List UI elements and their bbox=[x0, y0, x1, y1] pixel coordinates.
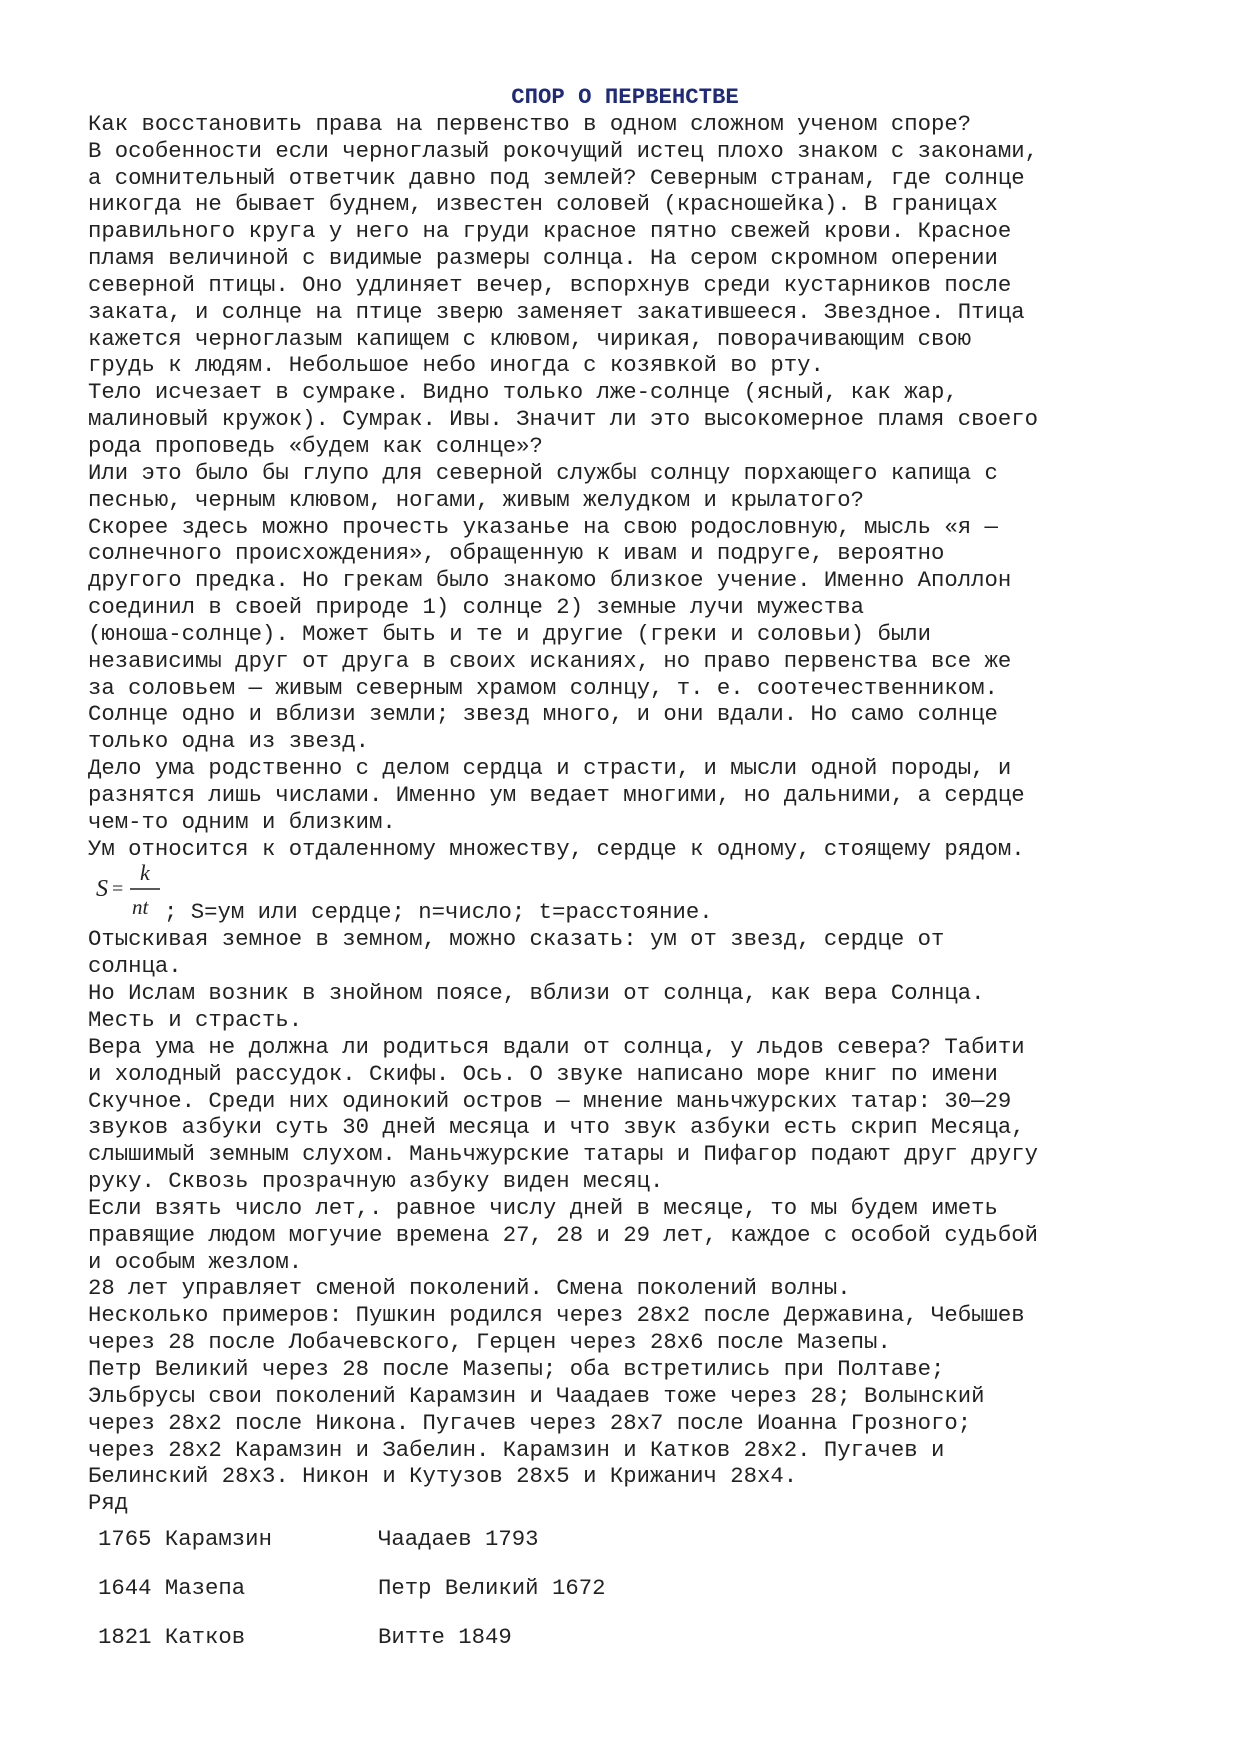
formula-image bbox=[92, 862, 162, 926]
text-line: руку. Сквозь прозрачную азбуку виден месяц. bbox=[88, 1168, 664, 1195]
text-line: Тело исчезает в сумраке. Видно только лже-солнце (ясный, как жар, bbox=[88, 379, 958, 406]
text-line: только одна из звезд. bbox=[88, 728, 369, 755]
text-line: солнечного происхождения», обращенную к ивам и подруге, вероятно bbox=[88, 540, 945, 567]
text-line: чем-то одним и близким. bbox=[88, 808, 396, 835]
text-line: Или это было бы глупо для северной службы солнцу порхающего капища с bbox=[88, 459, 998, 486]
row-left-cell: 1765 Карамзин bbox=[98, 1526, 272, 1553]
text-line: Месть и страсть. bbox=[88, 1007, 303, 1033]
document-title: СПОР О ПЕРВЕНСТВЕ bbox=[511, 84, 739, 110]
text-line: Как восстановить права на первенство в одном сложном ученом споре? bbox=[88, 110, 972, 137]
text-block-before-formula bbox=[88, 111, 1168, 863]
text-line: Но Ислам возник в знойном поясе, вблизи от солнца, как вера Солнца. bbox=[88, 980, 985, 1007]
row-left-cell: 1644 Мазепа bbox=[98, 1575, 246, 1602]
text-line: Вера ума не должна ли родиться вдали от солнца, у льдов севера? Табити bbox=[88, 1033, 1025, 1060]
text-line: солнца. bbox=[88, 953, 182, 980]
text-line: правильного круга у него на груди красное пятно свежей крови. Красное bbox=[88, 218, 1012, 245]
text-line: Отыскивая земное в земном, можно сказать: ум от звезд, сердце от bbox=[88, 926, 945, 953]
text-line: 28 лет управляет сменой поколений. Смена поколений волны. bbox=[88, 1275, 851, 1302]
text-block-after-formula bbox=[88, 926, 1168, 1517]
text-line: Белинский 28x3. Никон и Кутузов 28x5 и Крижанич 28x4. bbox=[88, 1463, 798, 1490]
row-right-cell: Чаадаев 1793 bbox=[378, 1526, 539, 1553]
text-line: Скорее здесь можно прочесть указанье на свою родословную, мысль «я — bbox=[88, 513, 998, 540]
text-line: песнью, черным клювом, ногами, живым желудком и крылатого? bbox=[88, 486, 865, 513]
text-line: через 28x2 после Никона. Пугачев через 28x7 после Иоанна Грозного; bbox=[88, 1409, 972, 1436]
text-line: заката, и солнце на птице зверю заменяет закатившееся. Звездное. Птица bbox=[88, 298, 1025, 325]
text-line: Ум относится к отдаленному множеству, сердце к одному, стоящему рядом. bbox=[88, 835, 1025, 862]
formula-denominator: nt bbox=[132, 895, 149, 920]
table-row bbox=[98, 1624, 1168, 1673]
text-line: соединил в своей природе 1) солнце 2) земные лучи мужества bbox=[88, 594, 865, 621]
text-line: правящие людом могучие времена 27, 28 и 29 лет, каждое с особой судьбой bbox=[88, 1221, 1039, 1248]
table-row bbox=[98, 1526, 1168, 1575]
document-page bbox=[88, 84, 1168, 1673]
pairs-table bbox=[88, 1526, 1168, 1673]
text-line: рода проповедь «будем как солнце»? bbox=[88, 432, 543, 459]
text-line: за соловьем — живым северным храмом солнцу, т. е. соотечественником. bbox=[88, 674, 998, 701]
text-line: никогда не бывает буднем, известен соловей (красношейка). В границах bbox=[88, 191, 998, 218]
row-left-cell: 1821 Катков bbox=[98, 1624, 246, 1651]
formula-equals: = bbox=[112, 878, 124, 901]
text-line: звуков азбуки суть 30 дней месяца и что звук азбуки есть скрип Месяца, bbox=[88, 1114, 1025, 1141]
text-line: Солнце одно и вблизи земли; звезд много, и они вдали. Но само солнце bbox=[88, 701, 998, 728]
text-line: малиновый кружок). Сумрак. Ивы. Значит ли это высокомерное пламя своего bbox=[88, 406, 1039, 433]
text-line: другого предка. Но грекам было знакомо близкое учение. Именно Аполлон bbox=[88, 567, 1012, 594]
text-line: разнятся лишь числами. Именно ум ведает многими, но дальними, а сердце bbox=[88, 781, 1025, 808]
text-line: Петр Великий через 28 после Мазепы; оба встретились при Полтаве; bbox=[88, 1355, 945, 1382]
text-line: кажется черноглазым капищем с клювом, чирикая, поворачивающим свою bbox=[88, 325, 972, 352]
formula-lhs: S bbox=[96, 876, 108, 903]
formula-numerator: k bbox=[140, 862, 150, 886]
table-row bbox=[98, 1575, 1168, 1624]
text-line: пламя величиной с видимые размеры солнца. На сером скромном оперении bbox=[88, 245, 998, 272]
formula-line bbox=[88, 862, 1168, 926]
text-line: В особенности если черноглазый рокочущий истец плохо знаком с законами, bbox=[88, 137, 1039, 164]
text-line: Скучное. Среди них одинокий остров — мнение маньчжурских татар: 30—29 bbox=[88, 1087, 1012, 1114]
text-line: Если взять число лет,. равное числу дней в месяце, то мы будем иметь bbox=[88, 1194, 998, 1221]
text-line: Эльбрусы свои поколений Карамзин и Чаадаев тоже через 28; Волынский bbox=[88, 1382, 985, 1409]
text-line: грудь к людям. Небольшое небо иногда с козявкой во рту. bbox=[88, 352, 824, 379]
text-line: Несколько примеров: Пушкин родился через 28x2 после Державина, Чебышев bbox=[88, 1302, 1025, 1329]
text-line: северной птицы. Оно удлиняет вечер, вспорхнув среди кустарников после bbox=[88, 271, 1012, 298]
row-right-cell: Витте 1849 bbox=[378, 1624, 512, 1651]
text-line: Дело ума родственно с делом сердца и страсти, и мысли одной породы, и bbox=[88, 755, 1012, 782]
formula-caption: ; S=ум или сердце; n=число; t=расстояние. bbox=[164, 899, 713, 926]
text-line: и холодный рассудок. Скифы. Ось. О звуке написано море книг по имени bbox=[88, 1060, 998, 1087]
text-line: (юноша-солнце). Может быть и те и другие (греки и соловьи) были bbox=[88, 620, 931, 647]
text-line: через 28 после Лобачевского, Герцен через 28x6 после Мазепы. bbox=[88, 1329, 891, 1356]
text-line: и особым жезлом. bbox=[88, 1248, 303, 1275]
text-line: а сомнительный ответчик давно под землей? Северным странам, где солнце bbox=[88, 164, 1025, 191]
text-line: Ряд bbox=[88, 1490, 129, 1517]
row-right-cell: Петр Великий 1672 bbox=[378, 1575, 606, 1602]
text-line: независимы друг от друга в своих исканиях, но право первенства все же bbox=[88, 647, 1012, 674]
text-line: через 28x2 Карамзин и Забелин. Карамзин и Катков 28x2. Пугачев и bbox=[88, 1436, 945, 1463]
text-line: слышимый земным слухом. Маньчжурские татары и Пифагор подают друг другу bbox=[88, 1141, 1039, 1168]
